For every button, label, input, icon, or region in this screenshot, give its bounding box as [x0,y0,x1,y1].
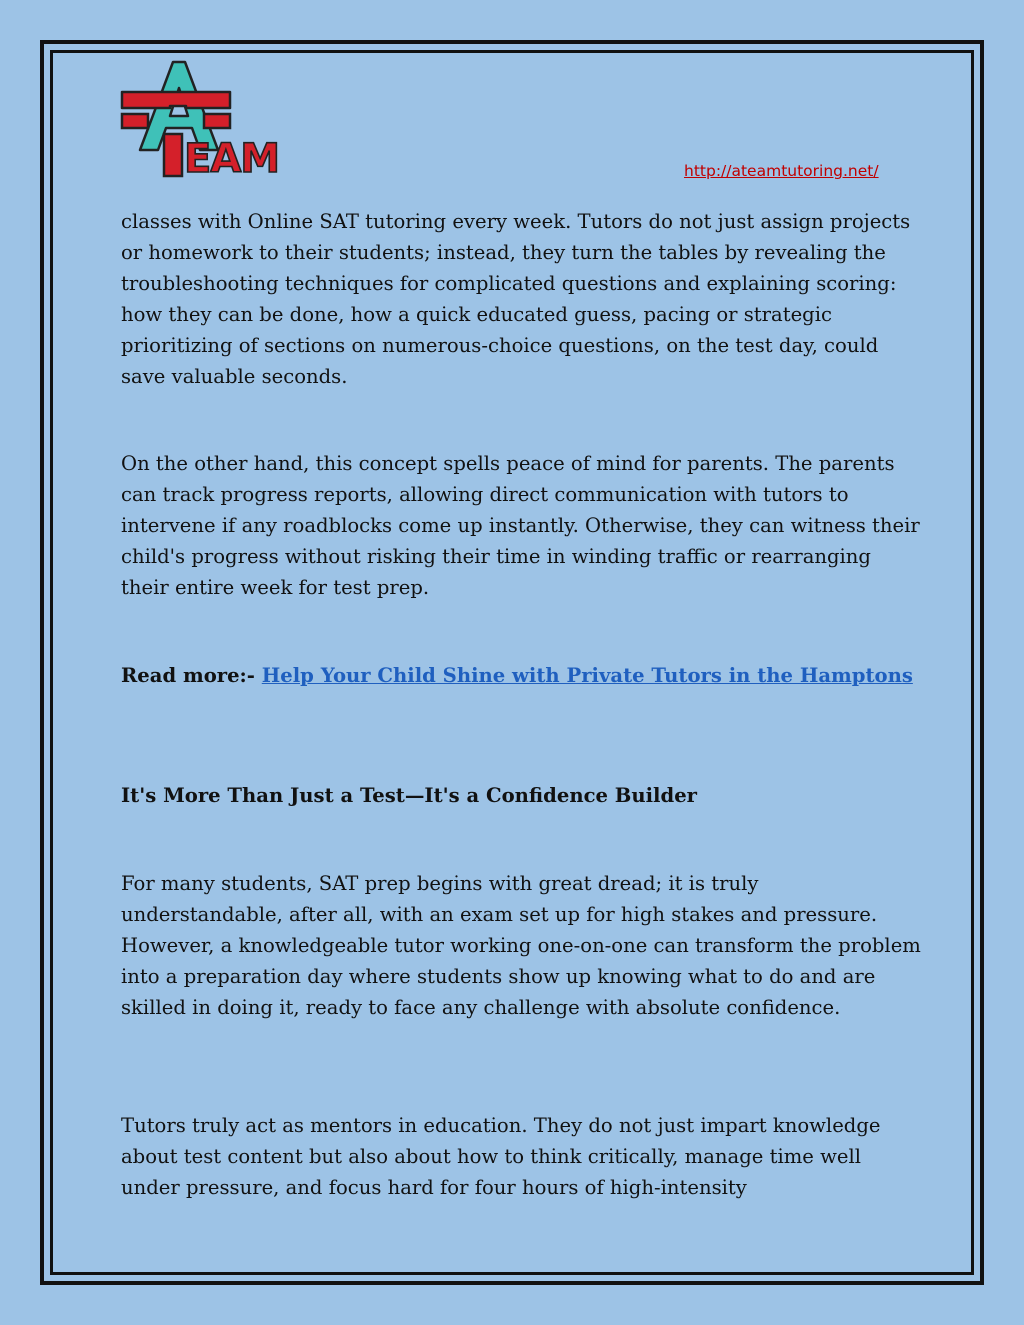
paragraph-online-sat-tutoring: classes with Online SAT tutoring every week. Tutors do not just assign projects or homework to their students; instead, they turn the tables by revealing the troubleshooting techniques for complicated questions and explaining scoring: how they can be done, how a quick educated guess, pacing or strategic prioritizing of sections on numerous-choice questions, on the test day, could save valuable seconds. [121,210,911,388]
paragraph-parents-peace-of-mind: On the other hand, this concept spells peace of mind for parents. The parents can track progress reports, allowing direct communication with tutors to intervene if any roadblocks come up instantly. Otherwise, they can witness their child's progress without risking their time in winding traffic or rearranging their entire week for test prep. [121,452,920,599]
ateam-logo-graphic [118,58,284,182]
section-heading: It's More Than Just a Test—It's a Confidence Builder [121,784,697,807]
read-more-label: Read more:- [121,664,262,687]
read-more-line [121,660,921,691]
ateam-logo [118,58,284,182]
paragraph-confidence: For many students, SAT prep begins with great dread; it is truly understandable, after all, with an exam set up for high stakes and pressure. However, a knowledgeable tutor working one-on-one can transform the problem into a preparation day where students show up knowing what to do and are skilled in doing it, ready to face any challenge with absolute confidence. [121,872,921,1019]
svg-text:EAM: EAM [184,136,280,182]
read-more-link[interactable]: Help Your Child Shine with Private Tutors in the Hamptons [261,664,913,687]
paragraph-tutors-mentors: Tutors truly act as mentors in education. They do not just impart knowledge about test content but also about how to think critically, manage time well under pressure, and focus hard for four hours of high-intensity [121,1114,881,1199]
website-url-link[interactable]: http://ateamtutoring.net/ [684,162,879,180]
